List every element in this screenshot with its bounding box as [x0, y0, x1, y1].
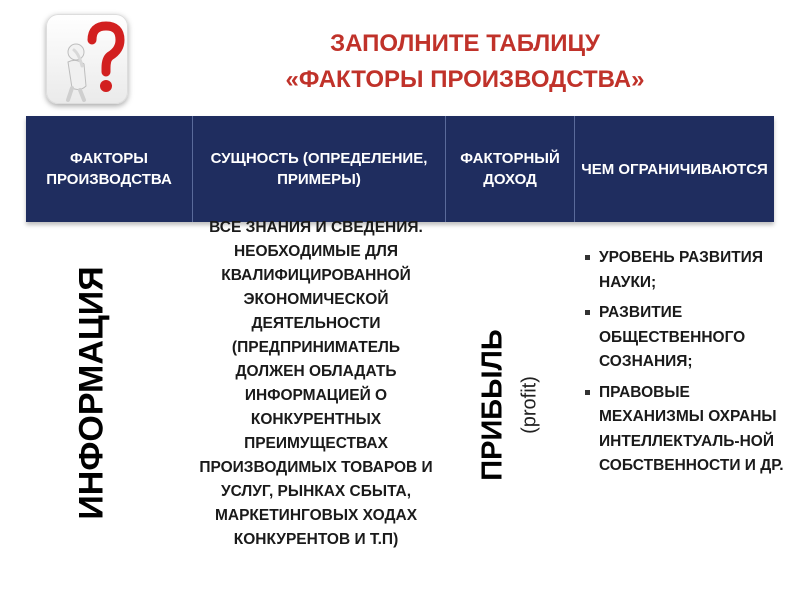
- header-income: ФАКТОРНЫЙ ДОХОД: [460, 150, 560, 188]
- bullet-icon: [585, 390, 590, 395]
- list-item: УРОВЕНЬ РАЗВИТИЯ НАУКИ;: [583, 246, 793, 295]
- list-item: РАЗВИТИЕ ОБЩЕСТВЕННОГО СОЗНАНИЯ;: [583, 301, 793, 375]
- bullet-icon: [585, 255, 590, 260]
- header-limits: ЧЕМ ОГРАНИЧИВАЮТСЯ: [581, 160, 768, 178]
- factor-name: ИНФОРМАЦИЯ: [72, 266, 111, 520]
- income-english: (profit): [518, 376, 541, 434]
- header-factors: ФАКТОРЫ ПРОИЗВОДСТВА: [46, 150, 172, 188]
- page-title: [230, 26, 700, 98]
- table-header: [26, 116, 774, 222]
- limits-list: [583, 246, 793, 485]
- income-name: ПРИБЫЛЬ: [476, 329, 509, 481]
- bullet-icon: [585, 310, 590, 315]
- essence-example: (ПРЕДПРИНИМАТЕЛЬ ДОЛЖЕН ОБЛАДАТЬ ИНФОРМАЦИЕЙ О КОНКУРЕНТНЫХ ПРЕИМУЩЕСТВАХ ПРОИЗВОДИМЫХ ТОВАРОВ И УСЛУГ, РЫНКАХ СБЫТА, МАРКЕТИНГОВЫХ ХОДАХ КОНКУРЕНТОВ И Т.П): [199, 339, 433, 548]
- title-line-1: ЗАПОЛНИТЕ ТАБЛИЦУ: [330, 30, 600, 57]
- question-mark-figure-icon: [46, 14, 128, 104]
- list-item: ПРАВОВЫЕ МЕХАНИЗМЫ ОХРАНЫ ИНТЕЛЛЕКТУАЛЬ-НОЙ СОБСТВЕННОСТИ И ДР.: [583, 381, 793, 479]
- title-line-2: «ФАКТОРЫ ПРОИЗВОДСТВА»: [285, 66, 645, 93]
- essence-definition: ВСЕ ЗНАНИЯ И СВЕДЕНИЯ. НЕОБХОДИМЫЕ ДЛЯ КВАЛИФИЦИРОВАННОЙ ЭКОНОМИЧЕСКОЙ ДЕЯТЕЛЬНОСТИ: [209, 219, 423, 332]
- header-essence: СУЩНОСТЬ (ОПРЕДЕЛЕНИЕ, ПРИМЕРЫ): [210, 150, 428, 188]
- essence-cell: [196, 216, 436, 552]
